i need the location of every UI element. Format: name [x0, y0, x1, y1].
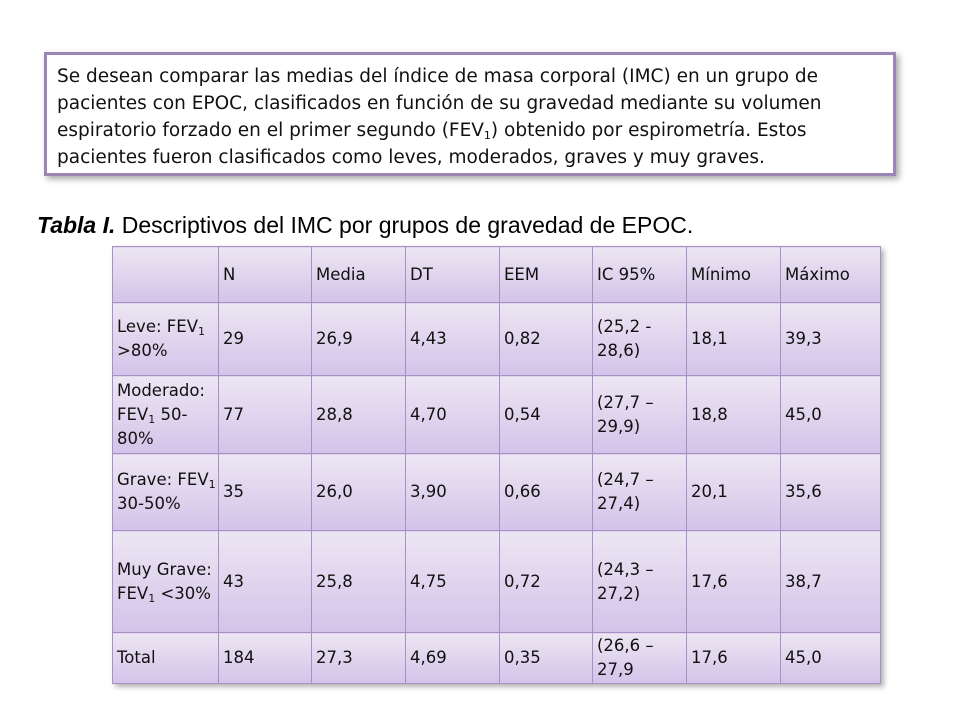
row-label: [113, 633, 219, 684]
row-label: [113, 376, 219, 454]
row-label: [113, 454, 219, 531]
table-title-text: Descriptivos del IMC por grupos de gravedad de EPOC.: [115, 212, 694, 238]
row-label-subscript: 1: [208, 478, 216, 491]
row-label: [113, 531, 219, 633]
table-title-tag: Tabla I.: [37, 212, 116, 238]
row-label-text: Total: [117, 648, 156, 667]
table-row: [113, 531, 881, 633]
cell-minimo: 18,1: [687, 303, 781, 376]
cell-minimo: 17,6: [687, 531, 781, 633]
cell-dt: 3,90: [406, 454, 500, 531]
cell-ic95: (26,6 – 27,9: [593, 633, 687, 684]
cell-maximo: 38,7: [781, 531, 881, 633]
row-label-text: Moderado: FEV: [117, 380, 205, 424]
cell-eem: 0,54: [500, 376, 593, 454]
cell-minimo: 20,1: [687, 454, 781, 531]
cell-maximo: 45,0: [781, 376, 881, 454]
cell-ic95: (27,7 – 29,9): [593, 376, 687, 454]
intro-text-part-2: ) obtenido por espirometría. Estos pacientes fueron clasificados como leves, moderados, graves y muy graves.: [57, 120, 807, 168]
row-label-text: Muy Grave: FEV: [117, 559, 212, 603]
cell-n: 43: [219, 531, 312, 633]
descriptives-table: [112, 246, 881, 684]
table-title: [37, 212, 693, 239]
cell-n: 77: [219, 376, 312, 454]
row-label-range: <30%: [155, 583, 211, 603]
header-cell-n: N: [219, 247, 312, 303]
cell-media: 26,0: [312, 454, 406, 531]
cell-dt: 4,69: [406, 633, 500, 684]
cell-dt: 4,75: [406, 531, 500, 633]
cell-maximo: 35,6: [781, 454, 881, 531]
cell-minimo: 18,8: [687, 376, 781, 454]
header-row: [113, 247, 881, 303]
cell-eem: 0,66: [500, 454, 593, 531]
cell-maximo: 45,0: [781, 633, 881, 684]
row-label-subscript: 1: [197, 325, 205, 338]
cell-media: 25,8: [312, 531, 406, 633]
header-cell-blank: [113, 247, 219, 303]
intro-subscript: 1: [483, 129, 491, 142]
cell-dt: 4,70: [406, 376, 500, 454]
intro-text-box: [44, 52, 896, 176]
table-row: [113, 376, 881, 454]
cell-media: 26,9: [312, 303, 406, 376]
cell-ic95: (25,2 - 28,6): [593, 303, 687, 376]
row-label-subscript: 1: [148, 412, 156, 426]
header-cell-ic95: IC 95%: [593, 247, 687, 303]
cell-dt: 4,43: [406, 303, 500, 376]
row-label-range: 30-50%: [117, 494, 181, 513]
header-cell-eem: EEM: [500, 247, 593, 303]
row-label-subscript: 1: [148, 591, 156, 605]
row-label-text: Leve: FEV: [117, 317, 198, 336]
header-cell-dt: DT: [406, 247, 500, 303]
cell-maximo: 39,3: [781, 303, 881, 376]
intro-text-part-1: Se desean comparar las medias del índice de masa corporal (IMC) en un grupo de pacientes con EPOC, clasificados en función de su gravedad mediante su volumen espiratorio forzado en el primer segundo (FEV: [57, 66, 822, 141]
cell-media: 28,8: [312, 376, 406, 454]
cell-eem: 0,35: [500, 633, 593, 684]
header-cell-maximo: Máximo: [781, 247, 881, 303]
cell-media: 27,3: [312, 633, 406, 684]
table-row: [113, 303, 881, 376]
row-label-range: >80%: [117, 341, 168, 360]
table-row: [113, 454, 881, 531]
row-label-text: Grave: FEV: [117, 470, 209, 489]
row-label: [113, 303, 219, 376]
cell-ic95: (24,7 – 27,4): [593, 454, 687, 531]
cell-eem: 0,82: [500, 303, 593, 376]
header-cell-media: Media: [312, 247, 406, 303]
table-row-total: [113, 633, 881, 684]
cell-minimo: 17,6: [687, 633, 781, 684]
cell-eem: 0,72: [500, 531, 593, 633]
cell-n: 35: [219, 454, 312, 531]
row-label-range: 50-80%: [117, 404, 188, 448]
intro-paragraph: [57, 63, 883, 171]
cell-ic95: (24,3 – 27,2): [593, 531, 687, 633]
cell-n: 184: [219, 633, 312, 684]
header-cell-minimo: Mínimo: [687, 247, 781, 303]
cell-n: 29: [219, 303, 312, 376]
